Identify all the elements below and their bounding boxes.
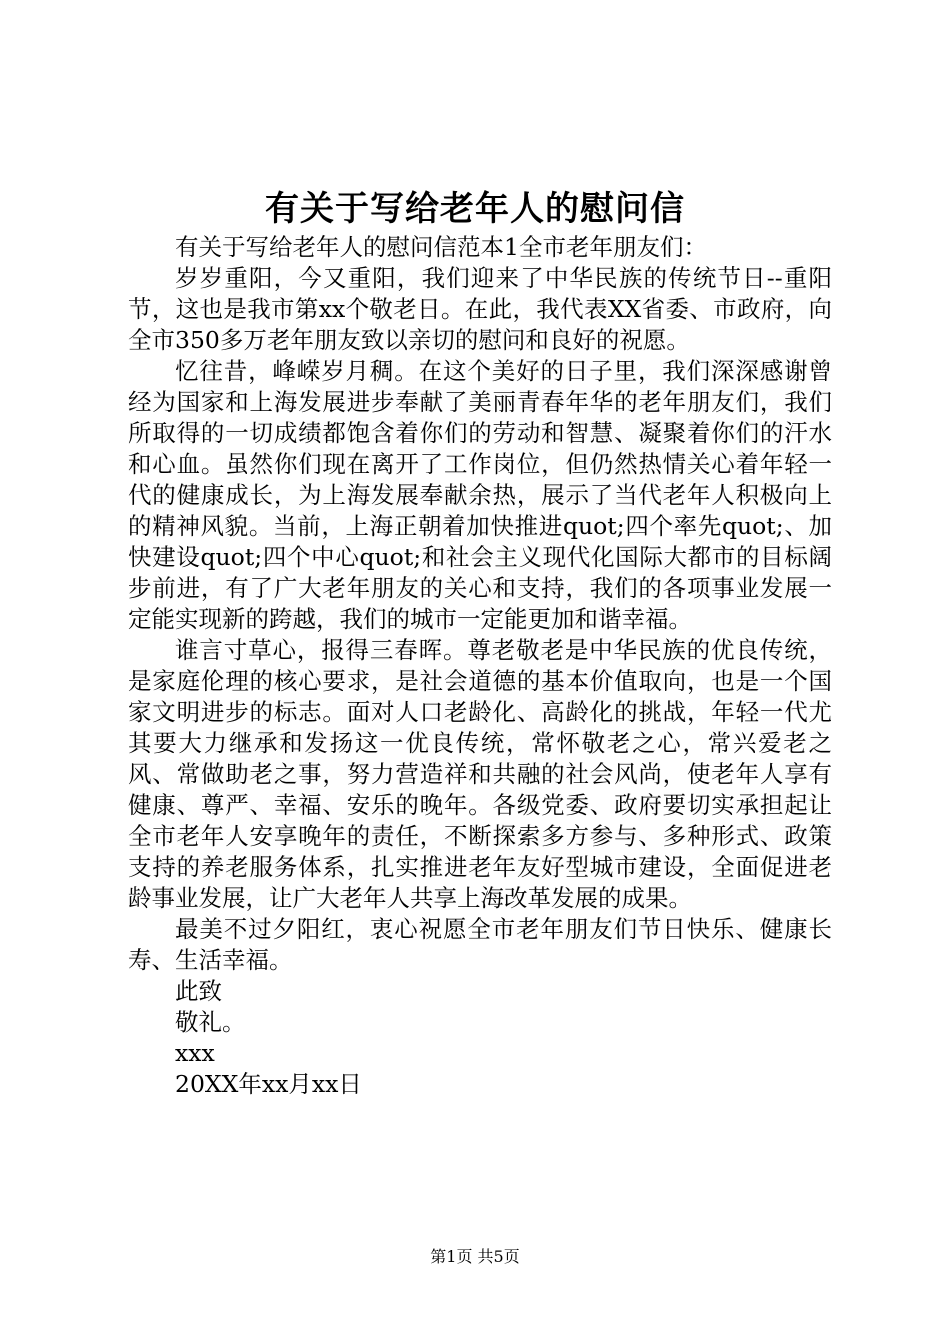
- paragraph-greeting: 岁岁重阳，今又重阳，我们迎来了中华民族的传统节日--重阳节，这也是我市第xx个敬老日。在此，我代表XX省委、市政府，向全市350多万老年朋友致以亲切的慰问和良好的祝愿。: [128, 264, 832, 354]
- closing-date: 20XX年xx月xx日: [175, 1070, 362, 1098]
- closing-salutation: 此致: [175, 977, 222, 1005]
- paragraph-reminiscence: 忆往昔，峰嵘岁月稠。在这个美好的日子里，我们深深感谢曾经为国家和上海发展进步奉献了美丽青春年华的老年朋友们，我们所取得的一切成绩都饱含着你们的劳动和智慧、凝聚着你们的汗水和心血。虽然你们现在离开了工作岗位，但仍然热情关心着年轻一代的健康成长，为上海发展奉献余热，展示了当代老年人积极向上的精神风貌。当前，上海正朝着加快推进quot;四个率先quot;、加快建设quot;四个中心quot;和社会主义现代化国际大都市的目标阔步前进，有了广大老年朋友的关心和支持，我们的各项事业发展一定能实现新的跨越，我们的城市一定能更加和谐幸福。: [128, 357, 832, 633]
- page-footer: 第1页 共5页: [430, 1247, 520, 1266]
- closing-respect: 敬礼。: [175, 1008, 246, 1036]
- document-title: 有关于写给老年人的慰问信: [265, 189, 685, 229]
- paragraph-opening: 有关于写给老年人的慰问信范本1全市老年朋友们：: [175, 233, 707, 261]
- paragraph-tradition: 谁言寸草心，报得三春晖。尊老敬老是中华民族的优良传统，是家庭伦理的核心要求，是社会道德的基本价值取向，也是一个国家文明进步的标志。面对人口老龄化、高龄化的挑战，年轻一代尤其要大力继承和发扬这一优良传统，常怀敬老之心，常兴爱老之风、常做助老之事，努力营造祥和共融的社会风尚，使老年人享有健康、尊严、幸福、安乐的晚年。各级党委、政府要切实承担起让全市老年人安享晚年的责任，不断探索多方参与、多种形式、政策支持的养老服务体系，扎实推进老年友好型城市建设，全面促进老龄事业发展，让广大老年人共享上海改革发展的成果。: [128, 636, 832, 912]
- paragraph-wishes: 最美不过夕阳红，衷心祝愿全市老年朋友们节日快乐、健康长寿、生活幸福。: [128, 915, 832, 974]
- closing-signer: xxx: [175, 1039, 215, 1067]
- document-body: [128, 232, 832, 1100]
